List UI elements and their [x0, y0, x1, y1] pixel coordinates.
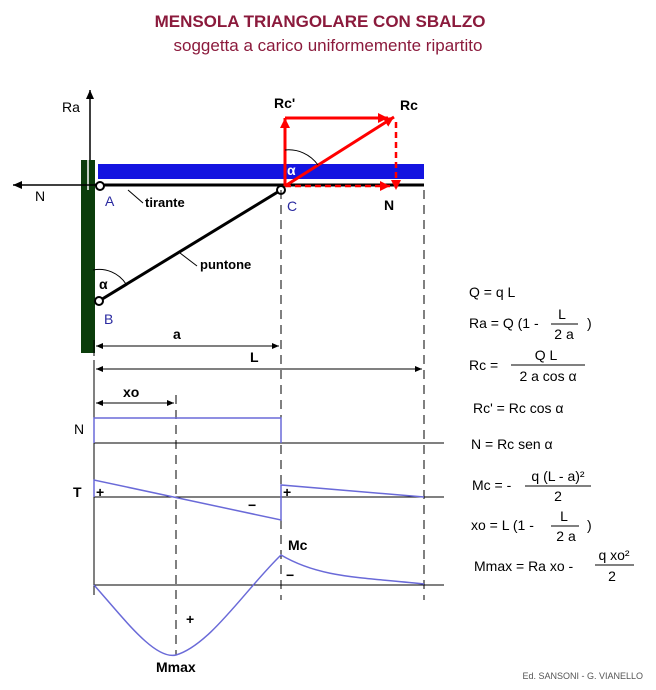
formula-rc-prime: Rc' = Rc cos α: [473, 400, 564, 416]
formula-ra-num: L: [558, 306, 566, 322]
label-mc: Mc: [288, 537, 308, 553]
formula-xo-num: L: [560, 508, 568, 524]
label-point-c: C: [287, 198, 298, 214]
formula-n: N = Rc sen α: [471, 436, 553, 452]
formula-ra-close: ): [587, 315, 592, 331]
label-tirante: tirante: [145, 195, 185, 210]
label-alpha-top: α: [287, 162, 296, 178]
strut-puntone: [99, 190, 281, 301]
puntone-leader: [180, 253, 197, 266]
label-n-right: N: [384, 197, 395, 213]
label-t-plus2: +: [283, 484, 292, 500]
title-line1: MENSOLA TRIANGOLARE CON SBALZO: [154, 12, 486, 31]
formula-rc-num: Q L: [534, 347, 558, 363]
title-line2: soggetta a carico uniformemente ripartito: [173, 36, 483, 55]
formula-mmax-lhs: Mmax = Ra xo -: [474, 558, 574, 574]
formula-xo-den: 2 a: [556, 528, 576, 544]
formula-ra-lhs: Ra = Q (1 -: [469, 315, 539, 331]
formula-mc-num: q (L - a)²: [531, 468, 585, 484]
formula-rc-lhs: Rc =: [469, 357, 499, 373]
n-diagram-curve: [94, 418, 281, 443]
hinge-a: [96, 182, 104, 190]
label-dim-l: L: [250, 349, 259, 365]
formula-rc-den: 2 a cos α: [519, 368, 577, 384]
label-diag-n: N: [74, 421, 85, 437]
label-rc-prime: Rc': [274, 95, 296, 111]
label-n-left: N: [35, 188, 46, 204]
t-diagram-curve: [94, 480, 424, 520]
label-dim-a: a: [173, 326, 181, 342]
distributed-load: [98, 164, 424, 179]
formula-ra-den: 2 a: [554, 326, 574, 342]
m-diagram-curve: [94, 555, 424, 655]
formula-xo-close: ): [587, 517, 592, 533]
formula-mc-den: 2: [554, 488, 562, 504]
label-puntone: puntone: [200, 257, 252, 272]
label-dim-xo: xo: [123, 384, 140, 400]
label-point-b: B: [104, 311, 114, 327]
formula-q: Q = q L: [469, 284, 516, 300]
label-ra: Ra: [62, 99, 80, 115]
label-alpha-b: α: [99, 276, 108, 292]
formula-mmax-den: 2: [608, 568, 616, 584]
label-t-plus1: +: [96, 484, 105, 500]
tirante-leader: [128, 190, 143, 203]
label-m-minus: −: [286, 567, 295, 583]
formula-mmax-num: q xo²: [598, 547, 630, 563]
formula-xo-lhs: xo = L (1 -: [471, 517, 534, 533]
label-rc: Rc: [400, 97, 418, 113]
label-point-a: A: [105, 193, 115, 209]
label-m-plus: +: [186, 611, 195, 627]
label-t-minus1: −: [248, 497, 257, 513]
formulas: [469, 284, 634, 584]
credit: Ed. SANSONI - G. VIANELLO: [522, 671, 643, 681]
label-mmax: Mmax: [156, 659, 196, 675]
alpha-arc-b: [93, 269, 126, 284]
hinge-b: [95, 297, 103, 305]
formula-mc-lhs: Mc = -: [472, 477, 512, 493]
label-diag-t: T: [73, 484, 82, 500]
